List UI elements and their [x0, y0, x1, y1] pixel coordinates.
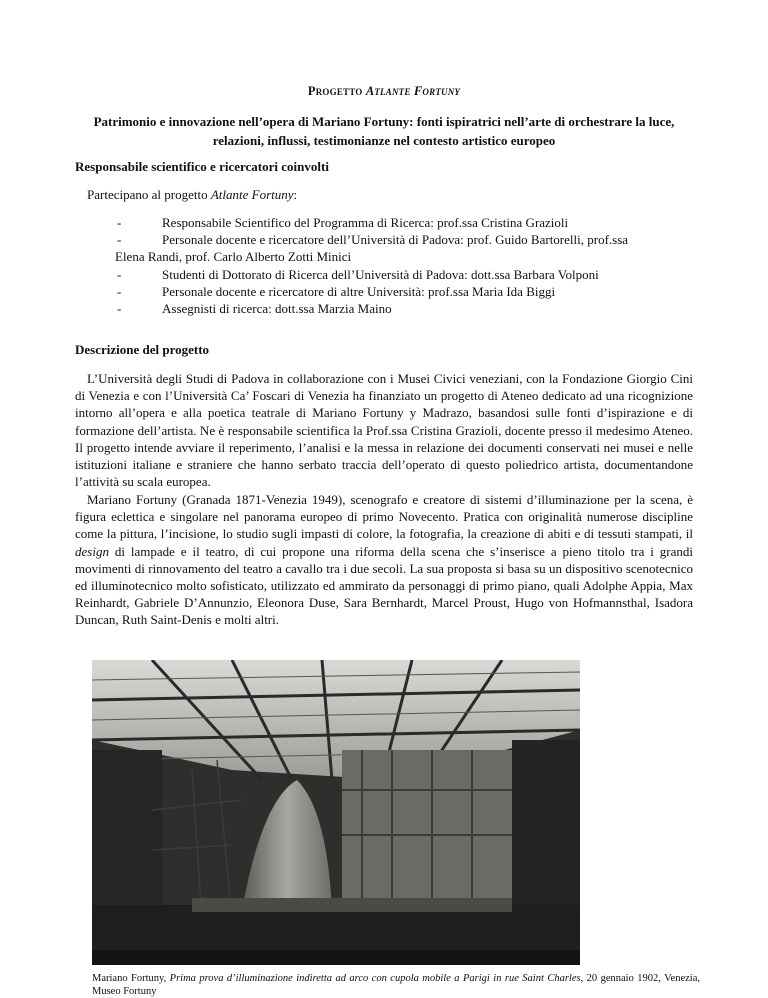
- list-item-text: Responsabile Scientifico del Programma di Ricerca: prof.ssa Cristina Grazioli: [162, 215, 569, 230]
- intro-project-name: Atlante Fortuny: [210, 187, 294, 202]
- paragraph-2-part-b: di lampade e il teatro, di cui propone una riforma della scena che s’inserisce a pieno titolo tra i grandi movimenti di rinnovamento del teatro a cavallo tra i due secoli. La sua proposta si basa su un dispositivo scenotecnico ed illuminotecnico molto sofisticato, utilizzato ed ammirato da personaggi di primo piano, quali Adolphe Appia, Max Reinhardt, Gabriele D’Annunzio, Eleonora Duse, Sara Bernhardt, Marcel Proust, Hugo von Hofmannsthal, Isadora Duncan, Ruth Saint-Denis e molti altri.: [75, 543, 693, 628]
- section-heading-researchers: Responsabile scientifico e ricercatori coinvolti: [75, 159, 329, 174]
- list-dash: -: [117, 232, 122, 248]
- title-project-name: Atlante Fortuny: [365, 84, 461, 98]
- list-item-text: Assegnisti di ricerca: dott.ssa Marzia Maino: [162, 301, 392, 317]
- description-paragraph-1: L’Università degli Studi di Padova in collaborazione con i Musei Civici veneziani, con la Fondazione Giorgio Cini di Venezia e con l’Università Ca’ Foscari di Venezia ha finanziato un progetto di Ateneo dedicato ad una ricognizione intorno all’opera e alla poetica teatrale di Mariano Fortuny y Madrazo, basandosi sulle fonti d’ispirazione e di formazione dell’artista. Ne è responsabile scientifica la Prof.ssa Cristina Grazioli, docente presso il medesimo Ateneo. Il progetto intende avviare il reperimento, l’analisi e la messa in relazione dei documenti conservati nei musei e nelle istituzioni italiane e straniere che hanno serbato traccia dell’operato di questo poliedrico artista, documentandone l’attività su scala europea.: [75, 371, 693, 490]
- participants-intro: [87, 186, 687, 203]
- list-dash: -: [117, 266, 122, 282]
- intro-colon: :: [293, 187, 298, 202]
- list-item-continuation: [115, 248, 700, 265]
- subtitle-line-1: Patrimonio e innovazione nell’opera di Mariano Fortuny: fonti ispiratrici nell’arte di orchestrare la luce,: [93, 114, 675, 129]
- caption-details: , 20 gennaio 1902, Venezia, Museo Fortuny: [92, 973, 700, 997]
- paragraph-2-italic: design: [75, 543, 109, 559]
- description-paragraph-2: [75, 491, 693, 629]
- subtitle-line-2: relazioni, influssi, testimonianze nel contesto artistico europeo: [212, 133, 556, 148]
- list-dash: -: [117, 301, 122, 317]
- intro-text: Partecipano al progetto: [87, 187, 211, 202]
- list-item: [115, 283, 700, 300]
- list-dash: -: [117, 215, 122, 230]
- document-title: [0, 84, 768, 99]
- list-item: [115, 214, 700, 231]
- list-item: [115, 231, 700, 248]
- list-item-text: Studenti di Dottorato di Ricerca dell’Università di Padova: dott.ssa Barbara Volponi: [162, 266, 599, 282]
- section-heading-description: Descrizione del progetto: [75, 342, 210, 357]
- list-item-text: Personale docente e ricercatore di altre Università: prof.ssa Maria Ida Biggi: [162, 283, 556, 299]
- title-prefix: Progetto: [307, 84, 366, 98]
- list-dash: -: [117, 283, 122, 299]
- list-item: [115, 300, 700, 317]
- participants-list: [115, 214, 700, 317]
- caption-work-title: Prima prova d’illuminazione indiretta ad arco con cupola mobile a Parigi in rue Saint Charles: [169, 973, 581, 984]
- list-item-text: Personale docente e ricercatore dell’Università di Padova: prof. Guido Bartorelli, prof.ssa: [162, 232, 629, 248]
- historical-photograph: [92, 660, 580, 965]
- photograph-caption: [92, 972, 700, 998]
- caption-author: Mariano Fortuny,: [92, 973, 170, 984]
- list-item: [115, 266, 700, 283]
- document-subtitle: [60, 112, 708, 150]
- paragraph-2-part-a: Mariano Fortuny (Granada 1871-Venezia 1949), scenografo e creatore di sistemi d’illuminazione per la scena, è figura eclettica e singolare nel panorama europeo di primo Novecento. Pratica con originalità numerose discipline come la pittura, l’incisione, lo studio sugli impasti di colore, la fotografia, la creazione di abiti e di tessuti stampati, il: [75, 492, 693, 542]
- photograph-image: [92, 660, 580, 965]
- list-item-text: Elena Randi, prof. Carlo Alberto Zotti Minici: [115, 249, 352, 265]
